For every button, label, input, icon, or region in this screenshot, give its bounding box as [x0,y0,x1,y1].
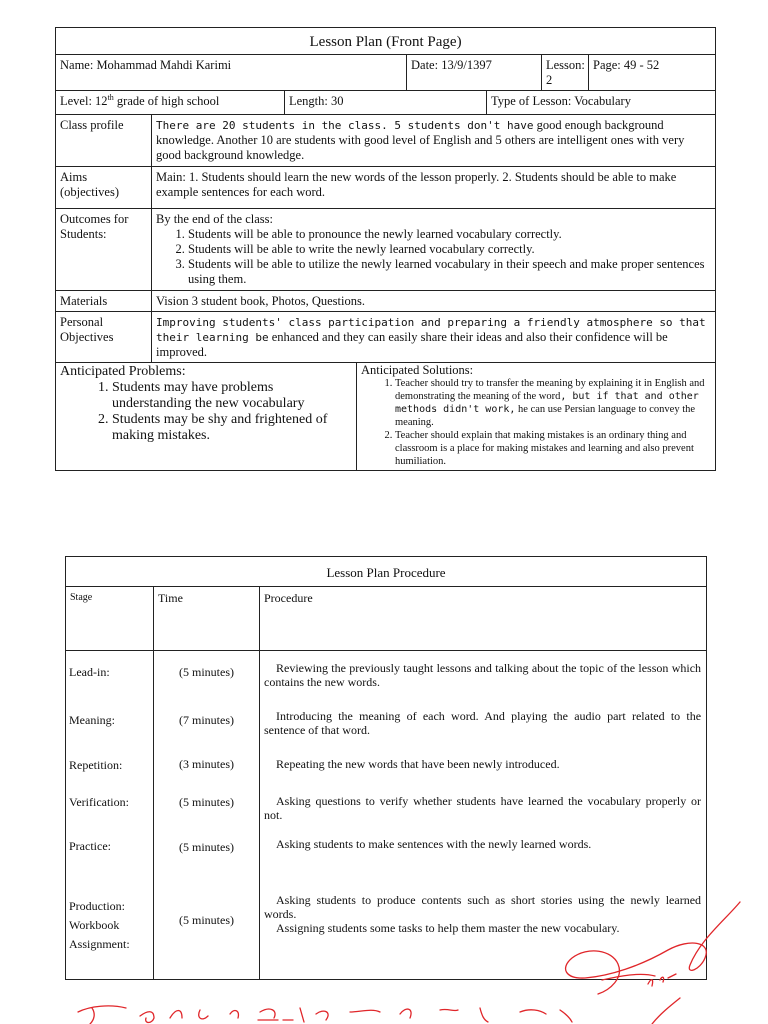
outcomes-label: Outcomes for Students: [56,209,152,291]
time-practice: (5 minutes) [179,840,234,854]
stage-lead-in: Lead-in: [69,665,110,679]
problem-item: 1. Students may have problems understanding the new vocabulary [112,380,352,412]
personal-objectives-label: Personal Objectives [56,312,152,363]
aims-text: Main: 1. Students should learn the new words of the lesson properly. 2. Students should be able to make example sentences for each word. [152,167,716,209]
time-verification: (5 minutes) [179,795,234,809]
procedure-practice: Asking students to make sentences with the newly learned words. [276,837,592,851]
anticipated-problems [56,363,357,471]
lesson-number: Lesson: 2 [542,55,589,91]
outcomes-text: By the end of the class: 1. Students will be able to pronounce the newly learned vocabulary correctly. 2. Students will be able to write the newly learned vocabulary correctly. 3. Students will be able to utilize the newly learned vocabulary in their speech and make proper sentences using them. [152,209,716,291]
solution-item: 1. Teacher should try to transfer the meaning by explaining it in English and demonstrating the meaning of the word, but if that and other methods didn't work, he can use Persian language to convey the meaning. [395,377,711,429]
time-repetition: (3 minutes) [179,757,234,771]
page-range: Page: 49 - 52 [589,55,716,91]
class-profile-label: Class profile [56,115,152,167]
stage-repetition: Repetition: [69,758,123,772]
outcome-item: 1. Students will be able to pronounce the newly learned vocabulary correctly. [188,227,711,242]
procedure-lead-in: Reviewing the previously taught lessons and talking about the topic of the lesson which contains the new words. [264,661,702,689]
solution-item: 2. Teacher should explain that making mistakes is an ordinary thing and classroom is a place for making mistakes and learning and also prevent humiliation. [395,429,711,468]
procedure-column [260,651,707,980]
time-header: Time [154,587,260,651]
front-page-table [55,27,716,471]
stage-practice: Practice: [69,839,111,853]
anticipated-solutions [357,363,716,471]
lesson-type: Type of Lesson: Vocabulary [487,91,716,115]
stage-meaning: Meaning: [69,713,115,727]
lesson-date: Date: 13/9/1397 [407,55,542,91]
procedure-meaning: Introducing the meaning of each word. And playing the audio part related to the sentence of that word. [264,709,702,737]
handwriting-line [78,1006,572,1024]
time-column [154,651,260,980]
teacher-name: Name: Mohammad Mahdi Karimi [56,55,407,91]
personal-objectives-text: Improving students' class participation and preparing a friendly atmosphere so that their learning be enhanced and they can easily share their ideas and also their confidence will be improved. [152,312,716,363]
lesson-length: Length: 30 [285,91,487,115]
anticipated-solutions-heading: Anticipated Solutions: [361,363,474,377]
time-production: (5 minutes) [179,913,234,927]
stage-verification: Verification: [69,795,129,809]
stage-production: Production: Workbook Assignment: [69,899,130,951]
outcome-item: 3. Students will be able to utilize the newly learned vocabulary in their speech and make proper sentences using them. [188,257,711,287]
front-page-title: Lesson Plan (Front Page) [56,28,716,55]
procedure-table [65,556,707,980]
class-profile-text: There are 20 students in the class. 5 students don't have good enough background knowledge. Another 10 are students with good level of English and 5 others are intelligent ones with very good background knowledge. [152,115,716,167]
procedure-verification: Asking questions to verify whether students have learned the vocabulary properly or not. [264,794,702,822]
stage-column [66,651,154,980]
stage-header: Stage [66,587,154,651]
time-meaning: (7 minutes) [179,713,234,727]
time-lead-in: (5 minutes) [179,665,234,679]
procedure-production: Asking students to produce contents such as short stories using the newly learned words. Assigning students some tasks to help them master the new vocabulary. [264,893,702,935]
problem-item: 2. Students may be shy and frightened of making mistakes. [112,412,352,444]
procedure-repetition: Repeating the new words that have been newly introduced. [276,757,560,771]
outcome-item: 2. Students will be able to write the newly learned vocabulary correctly. [188,242,711,257]
aims-label: Aims (objectives) [56,167,152,209]
anticipated-problems-heading: Anticipated Problems: [60,364,186,379]
procedure-title: Lesson Plan Procedure [66,557,707,587]
materials-text: Vision 3 student book, Photos, Questions. [152,291,716,312]
level: Level: 12th grade of high school [56,91,285,115]
procedure-header: Procedure [260,587,707,651]
materials-label: Materials [56,291,152,312]
signature-tail [652,998,680,1024]
